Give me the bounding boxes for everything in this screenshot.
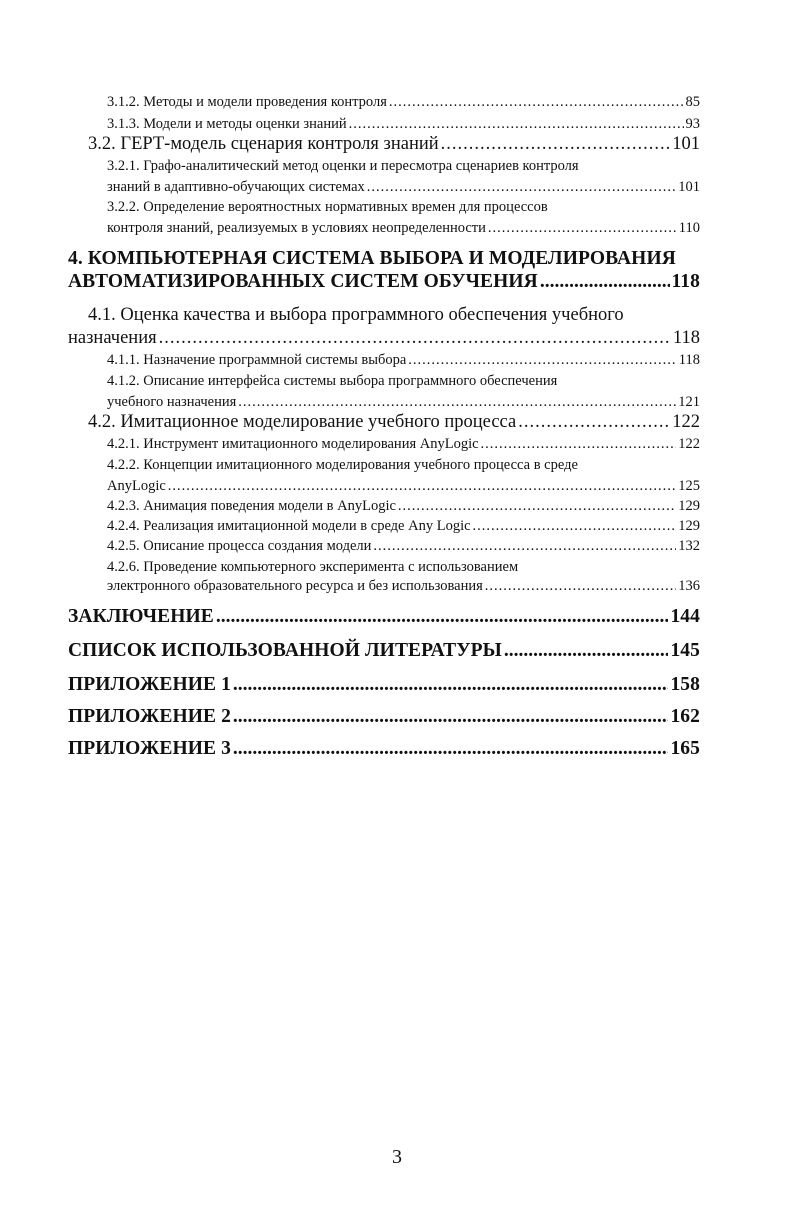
- toc-page-number: 158: [670, 674, 700, 695]
- toc-entry-3-1-2: [107, 94, 700, 111]
- toc-references: [68, 640, 700, 662]
- toc-page-number: 132: [678, 538, 700, 554]
- toc-leader-dots: [398, 498, 676, 515]
- toc-page-number: 118: [678, 352, 700, 368]
- toc-page-number: 162: [670, 706, 700, 727]
- toc-leader-dots: [488, 220, 677, 237]
- toc-leader-dots: [441, 134, 671, 155]
- toc-appendix-3: [68, 738, 700, 760]
- toc-entry-title: электронного образовательного ресурса и без использования: [107, 578, 483, 594]
- toc-page-number: 101: [672, 134, 700, 154]
- toc-page-number: 144: [670, 606, 700, 627]
- toc-entry-title: АВТОМАТИЗИРОВАННЫХ СИСТЕМ ОБУЧЕНИЯ: [68, 271, 538, 292]
- toc-entry-4-2-5: [107, 538, 700, 555]
- toc-entry-title: 3.1.3. Модели и методы оценки знаний: [107, 116, 347, 132]
- toc-entry-title: 4.2.5. Описание процесса создания модели: [107, 538, 372, 554]
- toc-leader-dots: [408, 352, 676, 369]
- toc-leader-dots: [216, 606, 669, 628]
- toc-page-number: 165: [670, 738, 700, 759]
- toc-chapter-4: [68, 271, 700, 293]
- toc-entry-title: AnyLogic: [107, 478, 166, 494]
- toc-entry-title: 4.2.3. Анимация поведения модели в AnyLogic: [107, 498, 396, 514]
- toc-page-number: 129: [678, 498, 700, 514]
- toc-page-number: 118: [672, 328, 700, 348]
- toc-chapter-4-line1: 4. КОМПЬЮТЕРНАЯ СИСТЕМА ВЫБОРА И МОДЕЛИРОВАНИЯ: [68, 248, 676, 269]
- toc-page-number: 93: [685, 116, 700, 132]
- page-number: 3: [392, 1146, 402, 1168]
- toc-entry-title: 3.1.2. Методы и модели проведения контроля: [107, 94, 387, 110]
- toc-entry-title: 4.2. Имитационное моделирование учебного процесса: [88, 412, 517, 432]
- toc-entry-title: 3.2. ГЕРТ-модель сценария контроля знаний: [88, 134, 439, 154]
- toc-entry-title: 4.2.4. Реализация имитационной модели в среде Any Logic: [107, 518, 471, 534]
- toc-leader-dots: [481, 436, 677, 453]
- toc-entry-3-2: [88, 134, 700, 155]
- toc-leader-dots: [349, 116, 684, 133]
- toc-entry-3-2-1: [107, 179, 700, 196]
- toc-page-number: 125: [678, 478, 700, 494]
- toc-appendix-2: [68, 706, 700, 728]
- toc-entry-4-2-1: [107, 436, 700, 453]
- toc-entry-4-1-2: [107, 394, 700, 411]
- toc-page-number: 122: [672, 412, 700, 432]
- toc-entry-4-1: [68, 328, 700, 349]
- toc-page-number: 101: [678, 179, 700, 195]
- toc-entry-title: СПИСОК ИСПОЛЬЗОВАННОЙ ЛИТЕРАТУРЫ: [68, 640, 502, 661]
- toc-entry-title: ПРИЛОЖЕНИЕ 2: [68, 706, 231, 727]
- toc-entry-title: ПРИЛОЖЕНИЕ 1: [68, 674, 231, 695]
- toc-page-number: 129: [678, 518, 700, 534]
- toc-entry-title: ПРИЛОЖЕНИЕ 3: [68, 738, 231, 759]
- toc-entry-4-2-2-line1: 4.2.2. Концепции имитационного моделирования учебного процесса в среде: [107, 457, 578, 473]
- toc-entry-4-2-3: [107, 498, 700, 515]
- toc-conclusion: [68, 606, 700, 628]
- toc-leader-dots: [233, 738, 669, 760]
- toc-leader-dots: [168, 478, 676, 495]
- toc-leader-dots: [233, 674, 669, 696]
- toc-entry-4-1-line1: 4.1. Оценка качества и выбора программного обеспечения учебного: [88, 305, 624, 325]
- toc-entry-title: назначения: [68, 328, 157, 348]
- toc-entry-title: контроля знаний, реализуемых в условиях неопределенности: [107, 220, 486, 236]
- toc-leader-dots: [504, 640, 669, 662]
- toc-page-number: 145: [670, 640, 700, 661]
- toc-page-number: 85: [685, 94, 700, 110]
- toc-entry-3-1-3: [107, 116, 700, 133]
- toc-entry-3-2-1-line1: 3.2.1. Графо-аналитический метод оценки и пересмотра сценариев контроля: [107, 158, 579, 174]
- toc-leader-dots: [233, 706, 669, 728]
- toc-entry-title: учебного назначения: [107, 394, 237, 410]
- toc-entry-4-2-6: [107, 578, 700, 595]
- toc-page-number: 121: [678, 394, 700, 410]
- toc-entry-4-2-2: [107, 478, 700, 495]
- toc-leader-dots: [389, 94, 684, 111]
- toc-entry-3-2-2: [107, 220, 700, 237]
- toc-entry-title: 4.2.1. Инструмент имитационного моделирования AnyLogic: [107, 436, 479, 452]
- toc-leader-dots: [473, 518, 677, 535]
- toc-leader-dots: [238, 394, 676, 411]
- toc-page-number: 136: [678, 578, 700, 594]
- toc-entry-3-2-2-line1: 3.2.2. Определение вероятностных нормативных времен для процессов: [107, 199, 548, 215]
- toc-entry-4-2-6-line1: 4.2.6. Проведение компьютерного эксперимента с использованием: [107, 559, 519, 575]
- toc-leader-dots: [373, 538, 676, 555]
- toc-leader-dots: [540, 271, 670, 293]
- toc-leader-dots: [518, 412, 670, 433]
- toc-entry-4-2: [88, 412, 700, 433]
- toc-entry-title: ЗАКЛЮЧЕНИЕ: [68, 606, 214, 627]
- toc-entry-4-1-1: [107, 352, 700, 369]
- toc-entry-title: 4.1.1. Назначение программной системы выбора: [107, 352, 407, 368]
- toc-entry-4-2-4: [107, 518, 700, 535]
- toc-leader-dots: [367, 179, 676, 196]
- toc-leader-dots: [485, 578, 676, 595]
- toc-page-number: 118: [671, 271, 700, 292]
- toc-entry-4-1-2-line1: 4.1.2. Описание интерфейса системы выбора программного обеспечения: [107, 373, 558, 389]
- toc-leader-dots: [159, 328, 671, 349]
- toc-entry-title: знаний в адаптивно-обучающих системах: [107, 179, 365, 195]
- toc-page-number: 122: [678, 436, 700, 452]
- toc-page-number: 110: [678, 220, 700, 236]
- toc-appendix-1: [68, 674, 700, 696]
